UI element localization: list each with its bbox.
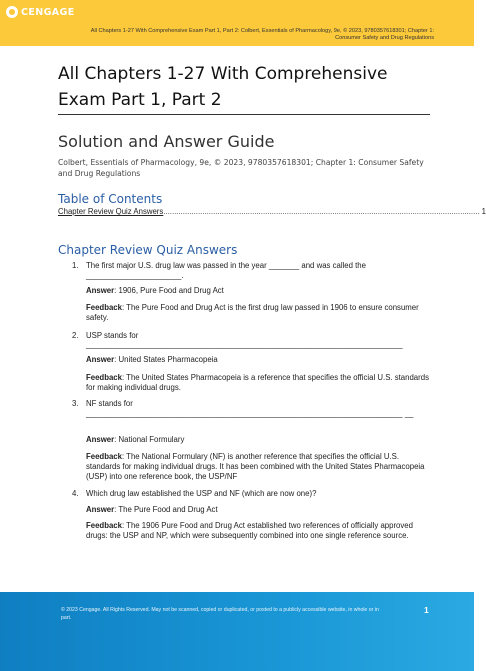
answer-label: Answer [86,435,115,444]
answer-text: : The Pure Food and Drug Act [114,505,218,514]
toc-heading: Table of Contents [58,192,163,206]
answer-text: : National Formulary [114,435,185,444]
answer-label: Answer [86,505,115,514]
section-heading: Chapter Review Quiz Answers [58,243,238,257]
answer-line [86,505,430,515]
feedback-line [86,452,430,482]
question-text: Which drug law established the USP and NF (which are now one)? [86,489,317,498]
toc-entry[interactable] [58,207,486,217]
running-header: All Chapters 1-27 With Comprehensive Exam Part 1, Part 2: Colbert, Essentials of Pharmacology, 9e, © 2023, 9780357618301; Chapter 1: Consumer Safety and Drug Regulations [90,28,434,41]
question-number: 3. [72,399,79,408]
title-divider [58,114,430,115]
feedback-label: Feedback [86,521,122,530]
brand-name: CENGAGE [21,6,75,18]
answer-line [86,286,430,296]
feedback-line [86,373,430,393]
book-citation: Colbert, Essentials of Pharmacology, 9e, © 2023, 9780357618301; Chapter 1: Consumer Safety and Drug Regulations [58,158,424,178]
feedback-label: Feedback [86,452,122,461]
answer-line [86,435,430,445]
question-text: USP stands for [86,331,139,340]
answer-line [86,355,430,365]
toc-entry-link[interactable]: Chapter Review Quiz Answers [58,207,164,216]
question-text: The first major U.S. drug law was passed in the year _______ and was called the ______________________. [86,261,366,280]
answer-blank: _________________________________________________________________________ [86,340,403,349]
document-title: All Chapters 1-27 With Comprehensive Exam Part 1, Part 2 [58,64,388,110]
answer-label: Answer [86,286,115,295]
toc-leader-dots: .................................................................................................................................................. [163,207,480,216]
answer-text: : United States Pharmacopeia [114,355,218,364]
feedback-text: : The United States Pharmacopeia is a reference that specifies the official U.S. standards for making individual drugs. [86,373,429,392]
page-number: 1 [424,605,429,615]
question-number: 4. [72,489,79,498]
feedback-line [86,303,430,323]
question-text: NF stands for [86,399,133,408]
answer-label: Answer [86,355,115,364]
document-subtitle: Solution and Answer Guide [58,132,275,151]
feedback-text: : The Pure Food and Drug Act is the first drug law passed in 1906 to ensure consumer safety. [86,303,419,322]
question-number: 2. [72,331,79,340]
answer-text: : 1906, Pure Food and Drug Act [114,286,224,295]
feedback-line [86,521,430,541]
answer-blank: _________________________________________________________________________ __ [86,409,414,418]
feedback-label: Feedback [86,373,122,382]
question-number: 1. [72,261,79,270]
cengage-logo-icon [6,6,18,18]
feedback-text: : The National Formulary (NF) is another reference that specifies the official U.S. standards for making individual drugs. It has been combined with the United States Pharmacopeia (USP) into one reference book, the USP/NF [86,452,425,481]
feedback-text: : The 1906 Pure Food and Drug Act established two references of officially approved drugs: the USP and NP, which were subsequently combined into one single reference source. [86,521,413,540]
cengage-logo [6,6,75,18]
toc-page-number: 1 [481,207,486,216]
copyright-notice: © 2023 Cengage. All Rights Reserved. May not be scanned, copied or duplicated, or posted to a publicly accessible website, in whole or in part. [61,607,379,621]
feedback-label: Feedback [86,303,122,312]
footer-bar [0,592,474,671]
